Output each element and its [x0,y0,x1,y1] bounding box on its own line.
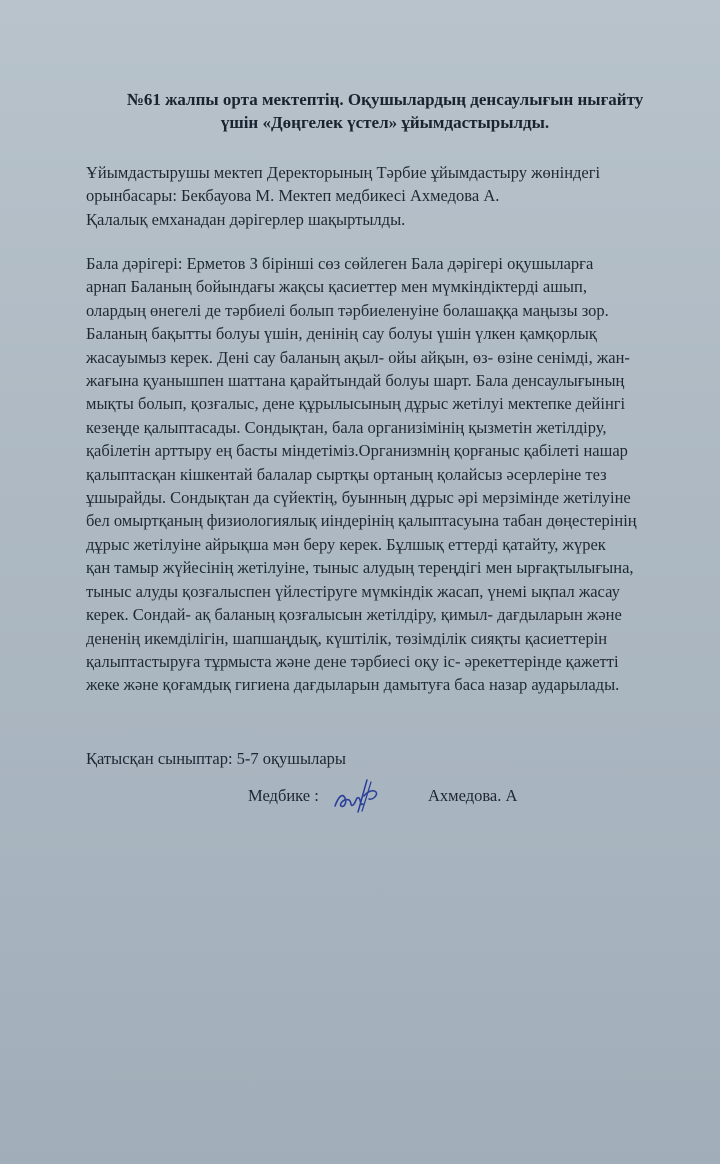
organizer-paragraph [86,161,686,231]
text-line: қабілетін арттыру ең басты міндетіміз.Организмнің қорғаныс қабілеті нашар [86,441,628,461]
handwritten-signature [332,776,380,818]
text-line: жасауымыз керек. Дені сау баланың ақыл- ойы айқын, өз- өзіне сенімді, жан- [86,347,630,367]
title-line: №61 жалпы орта мектептің. Оқушылардың денсаулығын нығайту [126,90,644,109]
signature-block [0,776,720,826]
text-line: мықты болып, қозғалыс, дене құрылысының дұрыс жетілуі мектепке дейінгі [86,394,626,414]
text-line: кезеңде қалыптасады. Сондықтан, бала организімінің қызметін жетілдіру, [86,417,607,437]
text-line: тыныс алуды қозғалыспен үйлестіруге мүмкіндік жасап, үнемі ықпал жасау [86,581,620,601]
text-line: орынбасары: Бекбауова М. Мектеп медбикесі Ахмедова А. [86,186,500,206]
document-title [70,88,700,134]
text-line: арнап Баланың бойындағы жақсы қасиеттер мен мүмкіндіктерді ашып, [86,277,587,297]
participating-classes: Қатысқан сыныптар: 5-7 оқушылары [86,749,346,768]
text-line: қалыптасқан кішкентай балалар сыртқы ортаның қолайсыз әсерлеріне тез [86,464,607,484]
text-line: Ұйымдастырушы мектеп Деректорының Тәрбие ұйымдастыру жөніндегі [86,163,601,182]
signature-label: Медбике : [248,786,319,805]
text-line: олардың өнегелі де тәрбиелі болып тәрбиеленуіне болашаққа маңызы зор. [86,300,609,320]
title-line: үшін «Дөңгелек үстел» ұйымдастырылды. [220,113,550,132]
signature-stroke [362,782,371,811]
text-line: қан тамыр жүйесінің жетілуіне, тыныс алудың тереңдігі мен ырғақтылығына, [86,558,634,578]
text-line: керек. Сондай- ақ баланың қозғалысын жетілдіру, қимыл- дағдыларын және [86,605,622,625]
signature-name: Ахмедова. А [428,786,518,805]
text-line: жеке және қоғамдық гигиена дағдыларын дамытуға баса назар аударылады. [86,675,620,695]
text-line: дұрыс жетілуіне айрықша мән беру керек. Бұлшық еттерді қатайту, жүрек [86,534,606,554]
text-line: Бала дәрігері: Ерметов З бірінші сөз сөйлеген Бала дәрігері оқушыларға [86,254,594,273]
main-paragraph [86,252,686,697]
text-line: дененің икемділігін, шапшаңдық, күштілік, төзімділік сияқты қасиеттерін [86,628,608,648]
text-line: ұшырайды. Сондықтан да сүйектің, буынның дұрыс әрі мерзімінде жетілуіне [86,488,631,508]
text-line: Баланың бақытты болуы үшін, денінің сау болуы үшін үлкен қамқорлық [86,324,597,344]
signature-stroke [335,796,363,807]
text-line: жағына қуанышпен шаттана қарайтындай болуы шарт. Бала денсаулығының [86,371,625,391]
text-line: қалыптастыруға тұрмыста және дене тәрбиесі оқу іс- әрекеттерінде қажетті [86,651,619,671]
text-line: Қалалық емханадан дәрігерлер шақыртылды. [86,209,406,229]
text-line: бел омыртқаның физиологиялық иіндерінің қалыптасуына табан дөңестерінің [86,511,637,531]
